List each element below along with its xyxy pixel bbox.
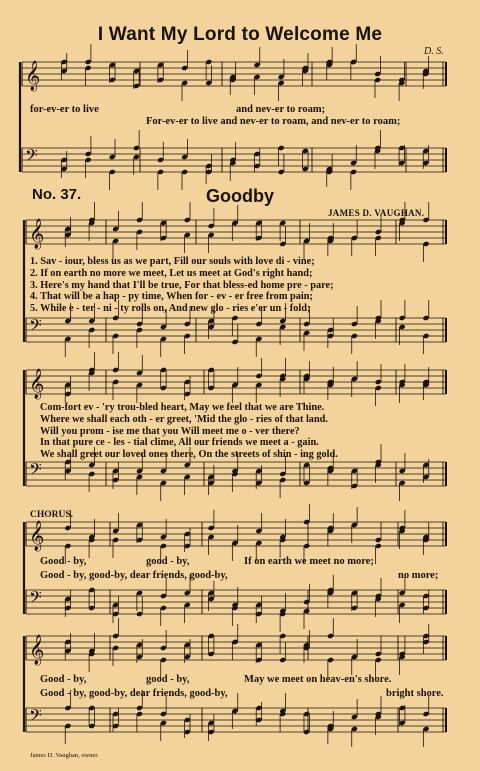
hymn-title: Goodby [206,186,274,206]
chorus-lyric: good - by, [146,556,190,567]
chorus-lyric: Good - by, [40,556,87,567]
song-title-top: I Want My Lord to Welcome Me [97,24,383,45]
chorus-lyric: Good - by, good-by, dear friends, good-by, [40,688,228,699]
verse-line: Com-fort ev - 'ry trou-bled heart, May we feel that we are Thine. [40,402,325,413]
verse-line: 3. Here's my hand that I'll be true, For that bless-ed home pre - pare; [30,279,334,291]
verse-block-b [40,402,338,461]
treble-clef: 𝄞 [29,219,45,249]
verse-line: In that pure ce - les - tial clime, All our friends we meet a - gain. [40,437,319,449]
bass-clef: 𝄢 [29,705,42,729]
chorus-lyric: Good - by, [40,674,87,685]
ds-marking: D. S. [424,46,444,57]
verse-line: 1. Sav - iour, bless us as we part, Fill our souls with love di - vine; [30,256,315,267]
verse-line: Where we shall each oth - er greet, 'Mid the glo - ries of that land. [40,413,328,425]
verse-line: 5. While e - ter - ni - ty rolls on, And new glo - ries e'er un - fold; [30,303,311,315]
chorus-lyric: no more; [398,570,439,581]
verse-line: 4. That will be a hap - py time, When for - ev - er free from pain; [30,291,313,303]
chorus-lyric: May we meet on heav-en's shore. [244,674,392,685]
bass-clef: 𝄢 [29,587,42,611]
verse-line: Will you prom - ise me that you Will meet me o - ver there? [40,425,300,437]
verse-line: 2. If on earth no more we meet, Let us meet at God's right hand; [30,267,313,279]
bass-clef: 𝄢 [29,459,42,483]
lyric-line: For-ev-er to live and nev-er to roam, and nev-er to roam; [146,116,401,127]
chorus-lyric: Good - by, good-by, dear friends, good-by, [40,570,228,581]
footer-owner: James D. Vaughan, owner. [30,752,99,759]
chorus-lyric: If on earth we meet no more; [244,556,374,567]
treble-clef: 𝄞 [29,521,45,551]
hymn-number: No. 37. [32,186,82,203]
bass-clef: 𝄢 [29,315,42,339]
lyric-line: and nev-er to roam; [236,104,326,115]
chorus-label: CHORUS. [30,510,74,520]
composer: JAMES D. VAUGHAN. [328,208,425,218]
bass-clef: 𝄢 [25,145,38,169]
treble-clef: 𝄞 [25,61,41,91]
chorus-lyric: good - by, [146,674,190,685]
treble-clef: 𝄞 [29,635,45,665]
verse-block-a [30,256,334,315]
verse-line: We shall greet our loved ones there, On the streets of shin - ing gold. [40,449,338,461]
lyric-line: for-ev-er to live [30,104,99,115]
chorus-lyric: bright shore. [386,688,444,699]
treble-clef: 𝄞 [29,369,45,399]
